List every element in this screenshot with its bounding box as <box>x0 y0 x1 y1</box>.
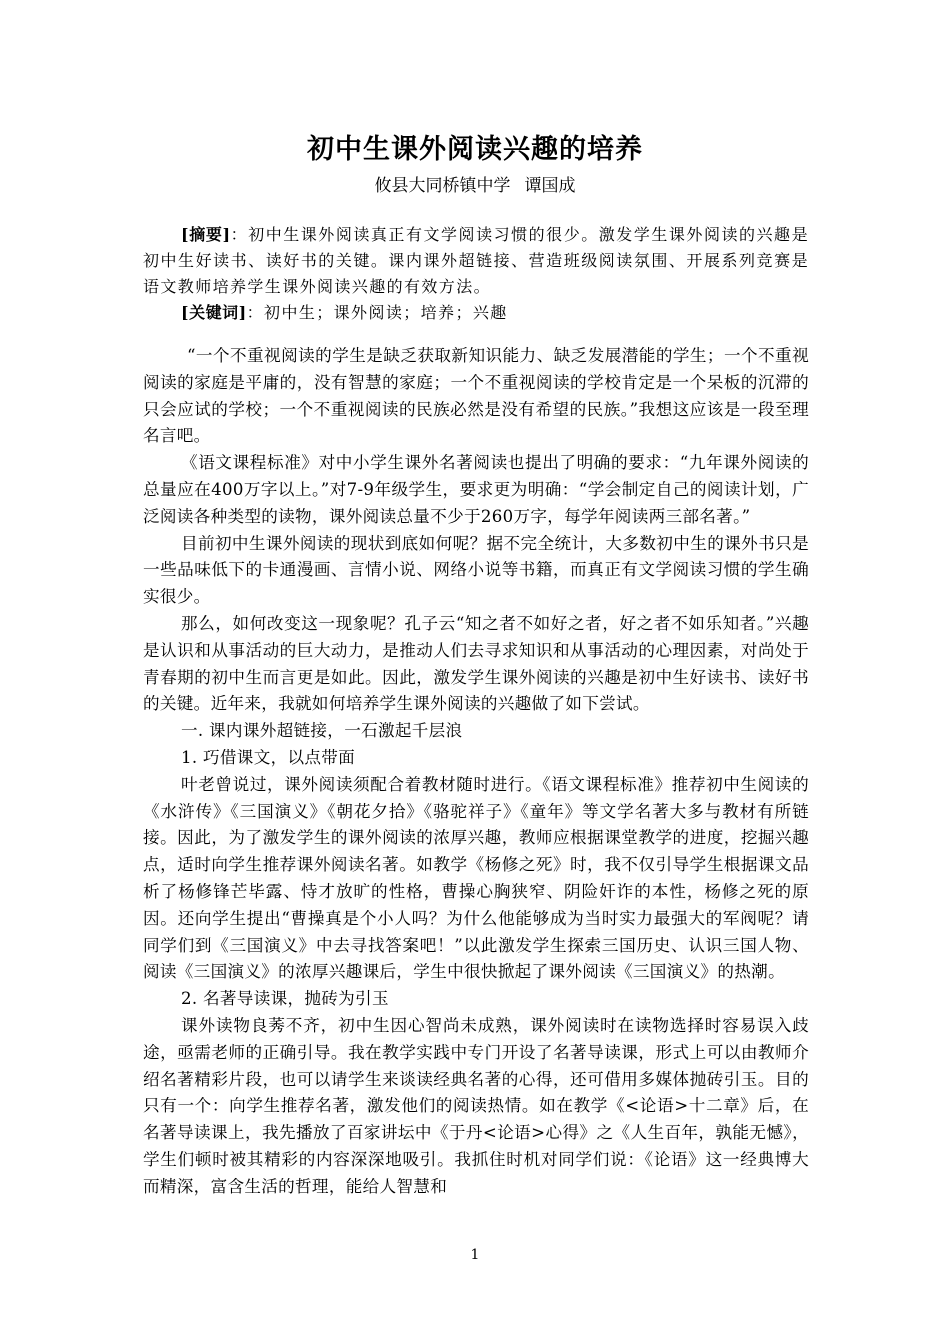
body-paragraph-guided-reading: 课外读物良莠不齐，初中生因心智尚未成熟，课外阅读时在读物选择时容易误入歧途，亟需老师的正确引导。我在教学实践中专门开设了名著导读课，形式上可以由教师介绍名著精彩片段，也可以请学生来谈读经典名著的心得，还可借用多媒体抛砖引玉。目的只有一个：向学生推荐名著，激发他们的阅读热情。如在教学《<论语>十二章》后，在名著导读课上，我先播放了百家讲坛中《于丹<论语>心得》之《人生百年，孰能无憾》，学生们顿时被其精彩的内容深深地吸引。我抓住时机对同学们说：《论语》这一经典博大而精深，富含生活的哲理，能给人智慧和 <box>143 1015 809 1196</box>
page-number: 1 <box>470 1247 480 1263</box>
keywords-paragraph <box>143 300 809 326</box>
body-paragraph-quote: “一个不重视阅读的学生是缺乏获取新知识能力、缺乏发展潜能的学生；一个不重视阅读的家庭是平庸的，没有智慧的家庭；一个不重视阅读的学校肯定是一个呆板的沉滞的只会应试的学校；一个不重视阅读的民族必然是没有希望的民族。”我想这应该是一段至理名言吧。 <box>143 346 809 446</box>
abstract-text: ：初中生课外阅读真正有文学阅读习惯的很少。激发学生课外阅读的兴趣是初中生好读书、读好书的关键。课内课外超链接、营造班级阅读氛围、开展系列竞赛是语文教师培养学生课外阅读兴趣的有效方法。 <box>143 225 809 296</box>
abstract-section <box>143 222 809 326</box>
subsection-heading-1: 1. 巧借课文，以点带面 <box>181 747 356 767</box>
body-paragraph-textbook: 叶老曾说过，课外阅读须配合着教材随时进行。《语文课程标准》推荐初中生阅读的《水浒传》《三国演义》《朝花夕拾》《骆驼祥子》《童年》等文学名著大多与教材有所链接。因此，为了激发学生的课外阅读的浓厚兴趣，教师应根据课堂教学的进度，挖掘兴趣点，适时向学生推荐课外阅读名著。如教学《杨修之死》时，我不仅引导学生根据课文品析了杨修锋芒毕露、恃才放旷的性格，曹操心胸狭窄、阴险奸诈的本性，杨修之死的原因。还向学生提出“曹操真是个小人吗？为什么他能够成为当时实力最强大的军阀呢？请同学们到《三国演义》中去寻找答案吧！”以此激发学生探索三国历史、认识三国人物、阅读《三国演义》的浓厚兴趣课后，学生中很快掀起了课外阅读《三国演义》的热潮。 <box>143 774 809 982</box>
subsection-heading-2: 2. 名著导读课，抛砖为引玉 <box>181 989 389 1009</box>
author-school: 攸县大同桥镇中学 <box>374 176 511 196</box>
document-title: 初中生课外阅读兴趣的培养 <box>307 134 643 165</box>
body-text <box>143 343 809 1201</box>
keywords-text: ：初中生；课外阅读；培养；兴趣 <box>246 303 508 322</box>
section-heading-1: 一. 课内课外超链接，一石激起千层浪 <box>181 721 463 741</box>
abstract-label: [摘要] <box>181 225 231 244</box>
body-paragraph-standard: 《语文课程标准》对中小学生课外名著阅读也提出了明确的要求：“九年课外阅读的总量应在400万字以上。”对7-9年级学生，要求更为明确：“学会制定自己的阅读计划，广泛阅读各种类型的读物，课外阅读总量不少于260万字，每学年阅读两三部名著。” <box>143 453 809 526</box>
body-paragraph-status: 目前初中生课外阅读的现状到底如何呢？据不完全统计，大多数初中生的课外书只是一些品味低下的卡通漫画、言情小说、网络小说等书籍，而真正有文学阅读习惯的学生确实很少。 <box>143 533 809 607</box>
body-paragraph-interest: 那么，如何改变这一现象呢？孔子云“知之者不如好之者，好之者不如乐知者。”兴趣是认识和从事活动的巨大动力，是推动人们去寻求知识和从事活动的心理因素，对尚处于青春期的初中生而言更是如此。因此，激发学生课外阅读的兴趣是初中生好读书、读好书的关键。近年来，我就如何培养学生课外阅读的兴趣做了如下尝试。 <box>143 613 809 714</box>
author-line <box>0 173 950 199</box>
keywords-label: [关键词] <box>181 303 247 322</box>
author-name: 谭国成 <box>524 176 576 196</box>
abstract-paragraph <box>143 222 809 300</box>
